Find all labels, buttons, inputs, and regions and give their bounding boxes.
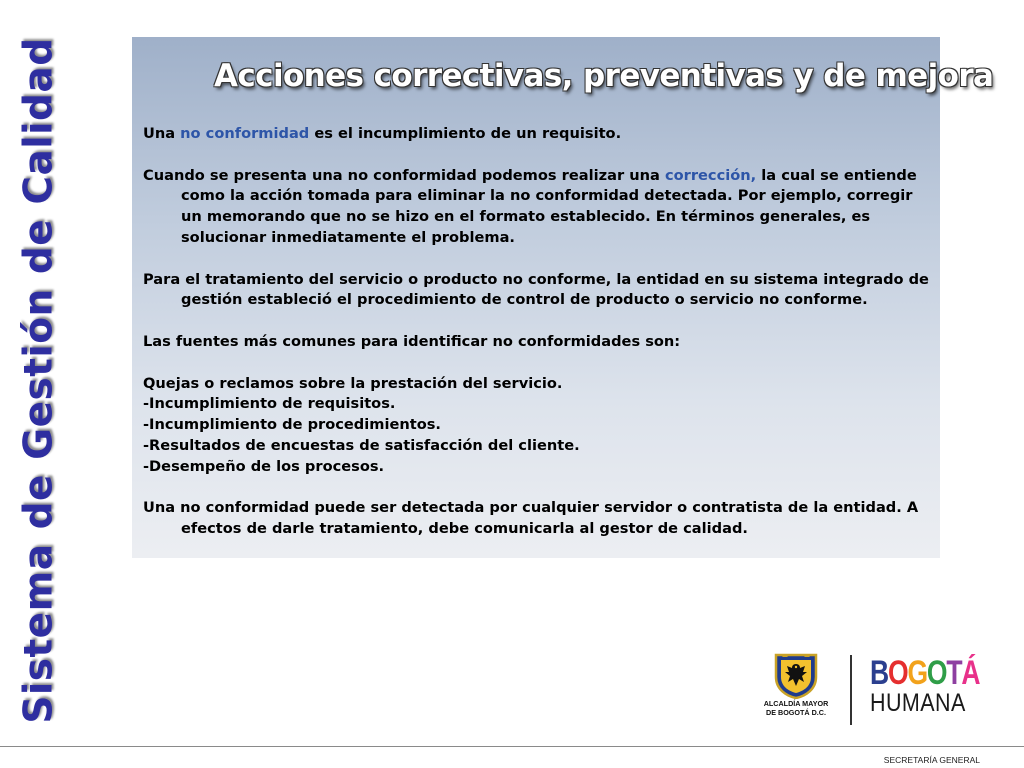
paragraph-deteccion: Una no conformidad puede ser detectada por cualquier servidor o contratista de la entidad. A efectos de darle tratamiento, debe comunicarla al gestor de calidad. bbox=[143, 499, 919, 538]
bogota-letter: O bbox=[887, 654, 908, 692]
logo-divider bbox=[850, 655, 852, 725]
footer-divider bbox=[0, 746, 1024, 747]
list-item: -Desempeño de los procesos. bbox=[143, 457, 385, 475]
alcaldia-line-1: ALCALDÍA MAYOR bbox=[763, 699, 829, 708]
alcaldia-logo bbox=[758, 653, 834, 717]
paragraph-fuentes: Las fuentes más comunes para identificar no conformidades son: bbox=[143, 332, 681, 350]
highlight-no-conformidad: no conformidad bbox=[180, 125, 310, 142]
paragraph-correccion: Cuando se presenta una no conformidad podemos realizar una corrección, la cual se entiende como la acción tomada para eliminar la no conformidad detectada. Por ejemplo, corregir un memorando que no se hizo en el formato establecido. En términos generales, es solucionar inmediatamente el problema. bbox=[143, 166, 917, 246]
highlight-correccion: corrección, bbox=[664, 166, 757, 184]
bogota-letter: B bbox=[870, 654, 888, 692]
paragraph-tratamiento: Para el tratamiento del servicio o producto no conforme, la entidad en su sistema integrado de gestión estableció el procedimiento de control de producto o servicio no conforme. bbox=[143, 270, 929, 309]
list-item: Quejas o reclamos sobre la prestación del servicio. bbox=[143, 374, 563, 392]
side-title bbox=[8, 36, 70, 724]
list-item: -Incumplimiento de requisitos. bbox=[143, 395, 396, 413]
side-title-text: Sistema de Gestión de Calidad bbox=[16, 36, 62, 724]
slide-title: Acciones correctivas, preventivas y de mejora bbox=[214, 58, 994, 94]
bogota-letter: Á bbox=[961, 654, 980, 692]
bogota-letter: O bbox=[926, 654, 947, 692]
footer-secretaria: SECRETARÍA GENERAL bbox=[883, 755, 980, 765]
coat-of-arms-icon bbox=[774, 653, 818, 699]
bogota-humana-logo bbox=[870, 656, 990, 716]
paragraph-definition: Una no conformidad es el incumplimiento de un requisito. bbox=[143, 125, 622, 142]
bogota-letter: G bbox=[907, 654, 927, 692]
list-item: -Incumplimiento de procedimientos. bbox=[143, 416, 441, 434]
bogota-letter: T bbox=[946, 654, 962, 692]
slide-body bbox=[143, 124, 935, 540]
bogota-wordmark bbox=[870, 654, 980, 692]
humana-wordmark: HUMANA bbox=[870, 689, 966, 717]
alcaldia-line-2: DE BOGOTÁ D.C. bbox=[766, 708, 826, 717]
list-item: -Resultados de encuestas de satisfacción del cliente. bbox=[143, 436, 580, 454]
